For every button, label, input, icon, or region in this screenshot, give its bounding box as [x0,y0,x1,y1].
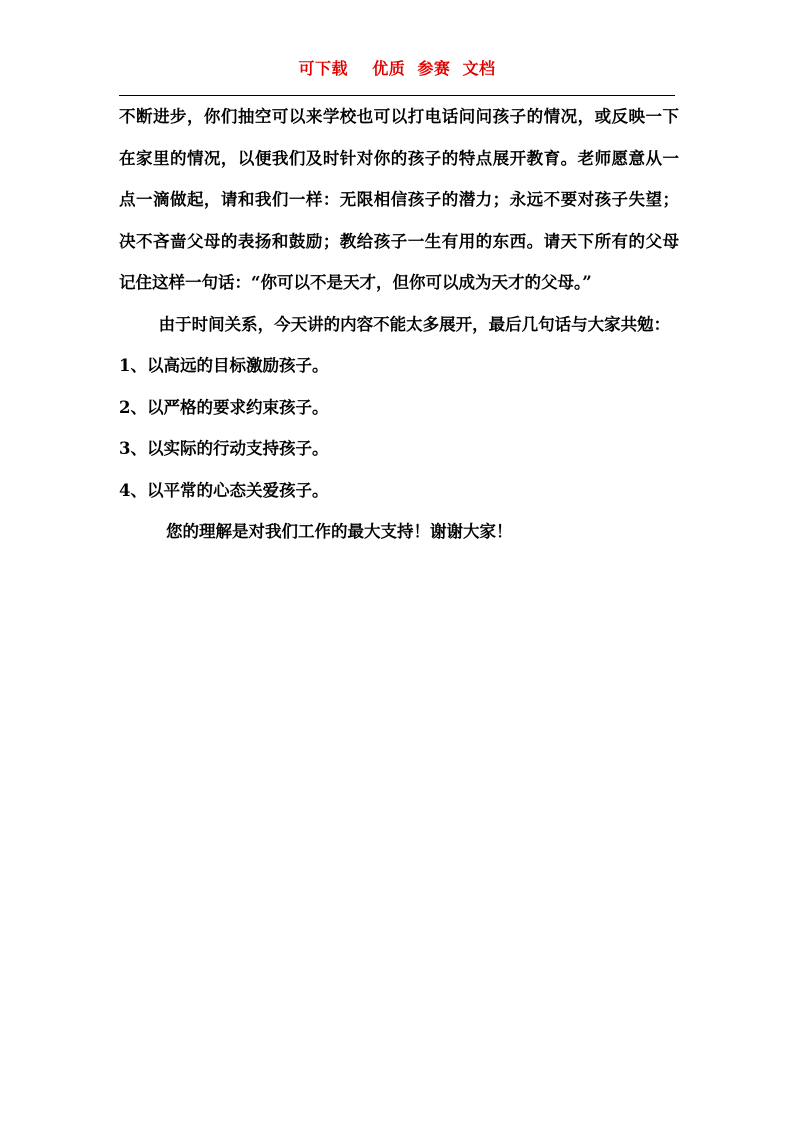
page-header [119,58,675,96]
document-body [119,96,679,553]
header-title: 可下载 优质 参赛 文档 [298,59,496,78]
list-item-1: 1、以高远的目标激励孩子。 [119,356,329,375]
body-paragraph-1: 不断进步，你们抽空可以来学校也可以打电话问问孩子的情况，或反映一下在家里的情况，以便我们及时针对你的孩子的特点展开教育。老师愿意从一点一滴做起，请和我们一样：无限相信孩子的潜力；永远不要对孩子失望；决不吝啬父母的表扬和鼓励；教给孩子一生有用的东西。请天下所有的父母记住这样一句话：“你可以不是天才，但你可以成为天才的父母。” [119,107,679,292]
closing-remark: 您的理解是对我们工作的最大支持！谢谢大家！ [166,522,513,541]
list-item-2: 2、以严格的要求约束孩子。 [119,397,329,417]
list-item-3: 3、以实际的行动支持孩子。 [119,439,329,458]
body-paragraph-2: 由于时间关系，今天讲的内容不能太多展开，最后几句话与大家共勉： [158,314,671,334]
list-item-4: 4、以平常的心态关爱孩子。 [119,480,329,500]
